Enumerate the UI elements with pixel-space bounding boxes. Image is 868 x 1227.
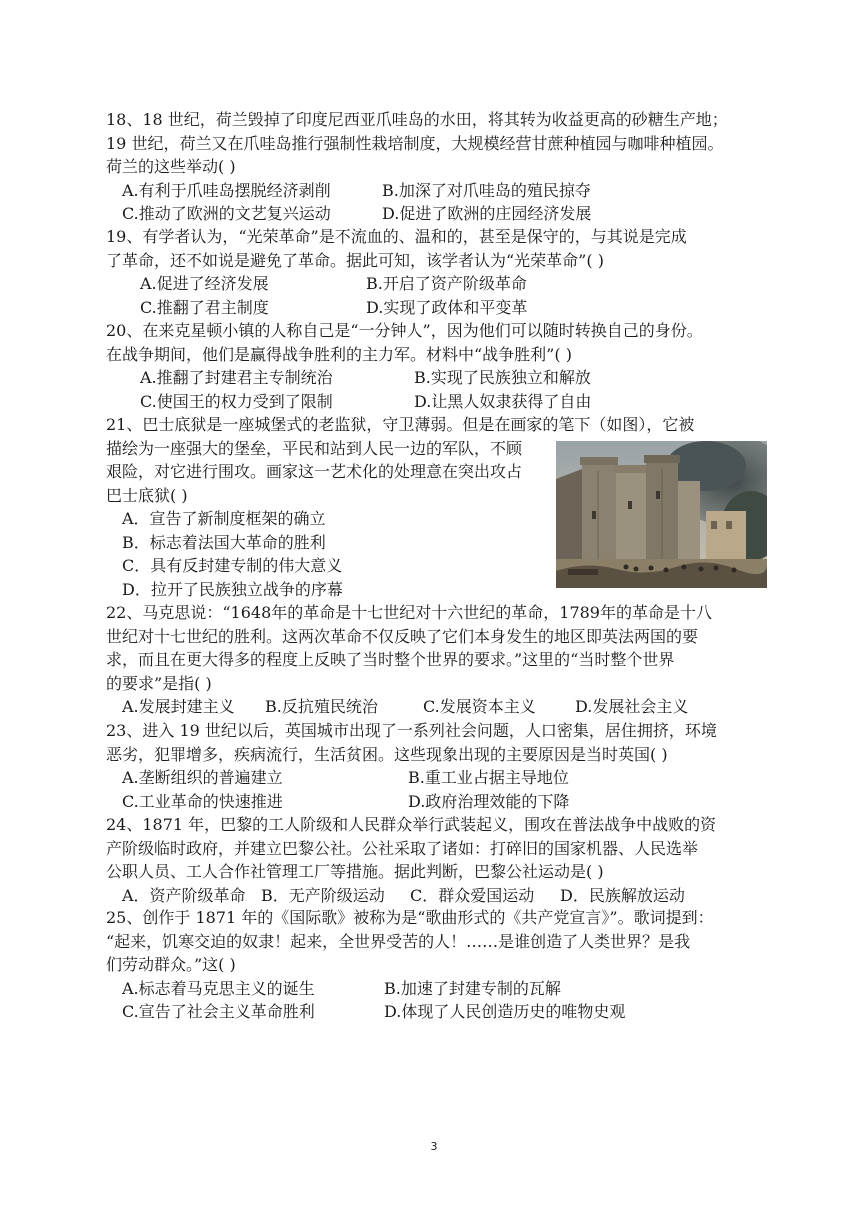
question-stem-line: 19 世纪，荷兰又在爪哇岛推行强制性栽培制度，大规模经营甘蔗种植园与咖啡种植园。 bbox=[106, 133, 724, 153]
option-b: B.重工业占据主导地位 bbox=[408, 768, 569, 787]
question-stem-line: 22、马克思说：“1648年的革命是十七世纪对十六世纪的革命，1789年的革命是十八 bbox=[106, 603, 712, 622]
option-d: D．民族解放运动 bbox=[560, 885, 685, 905]
option-d: D.体现了人民创造历史的唯物史观 bbox=[384, 1002, 626, 1021]
question-stem-line: 21、巴士底狱是一座城堡式的老监狱，守卫薄弱。但是在画家的笔下（如图），它被 bbox=[106, 415, 695, 434]
option-c: C.工业革命的快速推进 bbox=[122, 791, 283, 811]
page-number: 3 bbox=[430, 1140, 438, 1153]
option-b: B.实现了民族独立和解放 bbox=[414, 368, 591, 387]
option-a: A．宣告了新制度框架的确立 bbox=[122, 509, 326, 528]
option-a: A.发展封建主义 bbox=[122, 697, 235, 716]
option-row bbox=[106, 202, 766, 226]
question-stem-line: 巴士底狱( ) bbox=[106, 485, 188, 505]
question-stem-line: 24、1871 年，巴黎的工人阶级和人民群众举行武装起义，围攻在普法战争中战败的资 bbox=[106, 815, 717, 834]
option-c: C.宣告了社会主义革命胜利 bbox=[122, 1002, 315, 1021]
question-stem-line: 们劳动群众。”这( ) bbox=[106, 955, 236, 974]
option-row bbox=[106, 272, 766, 296]
option-c: C.推动了欧洲的文艺复兴运动 bbox=[122, 204, 331, 223]
question-24 bbox=[106, 813, 766, 907]
question-19 bbox=[106, 225, 766, 319]
option-d: D.让黑人奴隶获得了自由 bbox=[414, 391, 592, 411]
question-stem-line: 19、有学者认为，“光荣革命”是不流血的、温和的，甚至是保守的，与其说是完成 bbox=[106, 227, 687, 246]
question-stem-line: “起来，饥寒交迫的奴隶！起来，全世界受苦的人！……是谁创造了人类世界？是我 bbox=[106, 931, 691, 951]
option-b: B.加速了封建专制的瓦解 bbox=[384, 978, 561, 998]
question-stem-line: 的要求”是指( ) bbox=[106, 673, 212, 693]
option-row bbox=[106, 977, 766, 1001]
option-a: A.标志着马克思主义的诞生 bbox=[122, 978, 315, 998]
question-stem-line: 产阶级临时政府，并建立巴黎公社。公社采取了诸如：打碎旧的国家机器、人民选举 bbox=[106, 838, 699, 858]
option-row bbox=[106, 766, 766, 790]
question-stem-line: 描绘为一座强大的堡垒，平民和站到人民一边的军队，不顾 bbox=[106, 438, 523, 458]
option-row bbox=[106, 366, 766, 390]
option-row bbox=[106, 1000, 766, 1024]
option-a: A.推翻了封建君主专制统治 bbox=[140, 368, 333, 387]
option-row bbox=[106, 695, 766, 719]
question-23 bbox=[106, 719, 766, 813]
option-d: D.促进了欧洲的庄园经济发展 bbox=[382, 204, 592, 223]
option-a: A.有利于爪哇岛摆脱经济剥削 bbox=[122, 180, 331, 200]
question-stem-line: 18、18 世纪，荷兰毁掉了印度尼西亚爪哇岛的水田，将其转为收益更高的砂糖生产地； bbox=[106, 110, 728, 129]
option-d: D.政府治理效能的下降 bbox=[408, 791, 570, 811]
option-b: B．无产阶级运动 bbox=[261, 885, 385, 905]
option-b: B.加深了对爪哇岛的殖民掠夺 bbox=[382, 180, 591, 200]
question-stem-line: 25、创作于 1871 年的《国际歌》被称为是“歌曲形式的《共产党宣言》”。歌词提到： bbox=[106, 908, 714, 927]
question-25 bbox=[106, 906, 766, 1024]
question-stem-line: 世纪对十七世纪的胜利。这两次革命不仅反映了它们本身发生的地区即英法两国的要 bbox=[106, 626, 699, 646]
question-stem-line: 23、进入 19 世纪以后，英国城市出现了一系列社会问题，人口密集，居住拥挤，环境 bbox=[106, 721, 717, 740]
option-row bbox=[106, 179, 766, 203]
option-a: A.垄断组织的普遍建立 bbox=[122, 768, 283, 787]
question-stem-line: 求，而且在更大得多的程度上反映了当时整个世界的要求。”这里的“当时整个世界 bbox=[106, 650, 675, 669]
option-row bbox=[106, 884, 766, 908]
option-row bbox=[106, 296, 766, 320]
question-stem-line: 公职人员、工人合作社管理工厂等措施。据此判断，巴黎公社运动是( ) bbox=[106, 862, 604, 881]
option-c: C．具有反封建专制的伟大意义 bbox=[122, 556, 343, 575]
question-22 bbox=[106, 601, 766, 719]
question-stem-line: 艰险，对它进行围攻。画家这一艺术化的处理意在突出攻占 bbox=[106, 462, 523, 481]
option-b: B.开启了资产阶级革命 bbox=[366, 274, 527, 293]
option-d: D．拉开了民族独立战争的序幕 bbox=[122, 579, 343, 599]
option-c: C．群众爱国运动 bbox=[410, 885, 535, 905]
option-d: D.发展社会主义 bbox=[575, 697, 689, 716]
option-c: C.发展资本主义 bbox=[423, 697, 536, 716]
question-20 bbox=[106, 319, 766, 413]
option-b: B．标志着法国大革命的胜利 bbox=[122, 532, 326, 552]
option-c: C.推翻了君主制度 bbox=[140, 297, 269, 317]
question-stem-line: 恶劣，犯罪增多，疾病流行，生活贫困。这些现象出现的主要原因是当时英国( ) bbox=[106, 744, 668, 764]
option-d: D.实现了政体和平变革 bbox=[366, 297, 528, 317]
option-row bbox=[106, 790, 766, 814]
option-a: A.促进了经济发展 bbox=[140, 274, 269, 293]
question-18 bbox=[106, 108, 766, 226]
question-stem-line: 在战争期间，他们是赢得战争胜利的主力军。材料中“战争胜利”( ) bbox=[106, 344, 572, 364]
option-a: A．资产阶级革命 bbox=[122, 885, 246, 905]
question-stem-line: 了革命，还不如说是避免了革命。据此可知，该学者认为“光荣革命”( ) bbox=[106, 250, 604, 270]
option-b: B.反抗殖民统治 bbox=[265, 697, 378, 716]
bastille-painting-image bbox=[556, 441, 767, 588]
question-stem-line: 荷兰的这些举动( ) bbox=[106, 157, 236, 176]
option-row bbox=[106, 390, 766, 414]
question-stem-line: 20、在来克星顿小镇的人称自己是“一分钟人”，因为他们可以随时转换自己的身份。 bbox=[106, 321, 703, 340]
option-c: C.使国王的权力受到了限制 bbox=[140, 391, 333, 411]
